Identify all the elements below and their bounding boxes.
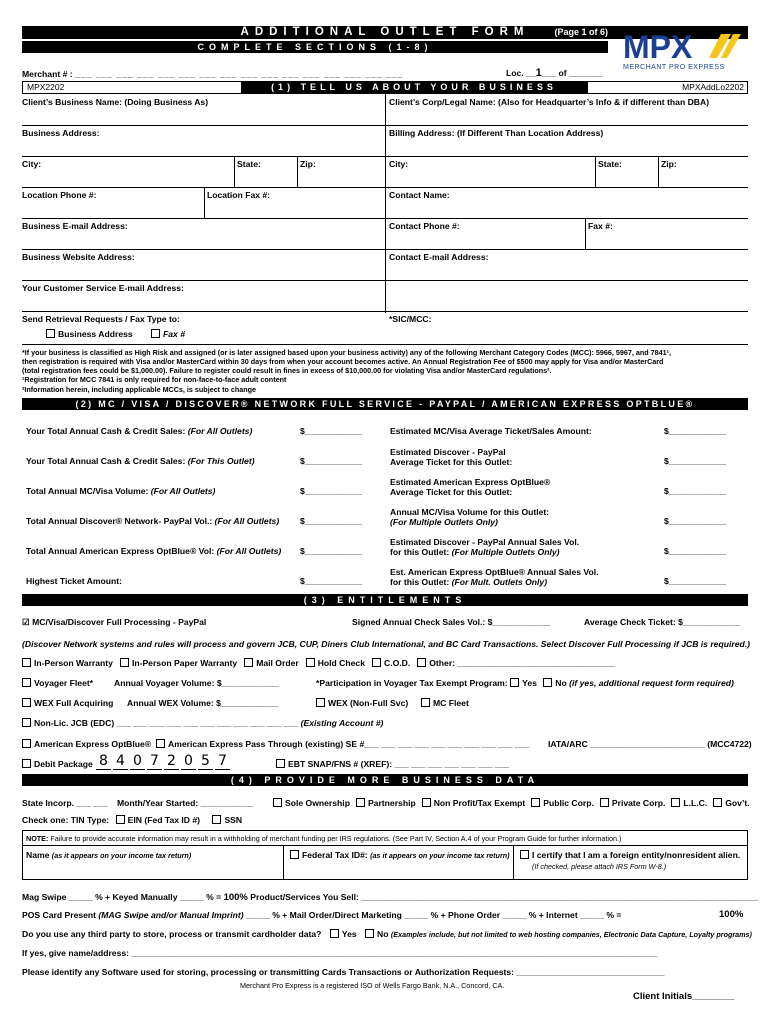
s2-left-note: (For All Outlets) <box>216 546 282 556</box>
zip-field[interactable] <box>300 159 316 169</box>
avg-check-field[interactable]: Average Check Ticket: $____________ <box>584 617 741 627</box>
section3-title: (3) ENTITLEMENTS <box>303 595 467 605</box>
entitlement-option[interactable] <box>120 658 237 668</box>
s2-left-row[interactable] <box>26 576 122 586</box>
location-phone-field[interactable] <box>22 190 96 200</box>
cs-email-field[interactable] <box>22 283 184 293</box>
state2-field[interactable] <box>598 159 622 169</box>
legal-name-label: Client’s Corp/Legal Name: (Also for Headquarter’s Info & if different than DBA) <box>389 97 710 107</box>
billing-address-label: Billing Address: (If Different Than Location Address) <box>389 128 604 138</box>
website-label: Business Website Address: <box>22 252 135 262</box>
voyager-label: Voyager Fleet* <box>34 678 94 688</box>
checkbox[interactable] <box>417 658 426 667</box>
merchant-label: Merchant # : <box>22 69 73 79</box>
business-type-label: Non Profit/Tax Exempt <box>433 798 526 808</box>
s2-right-line2 <box>390 577 547 587</box>
loc-label: Loc. <box>506 68 524 78</box>
retrieval-label: Send Retrieval Requests / Fax Type to: <box>22 314 180 324</box>
risk-note-3: (total registration fees could be $1,000.00). Failure to register could result in fines in excess of $10,000.00 for violating Visa and/or MasterCard regulations². <box>22 366 552 375</box>
risk-note-4: ¹Registration for MCC 7841 is only required for non-face-to-face adult content <box>22 375 287 384</box>
city2-label: City: <box>389 159 409 169</box>
checkbox[interactable] <box>22 739 31 748</box>
pos-label: POS Card Present <box>22 910 99 920</box>
s2-right-label <box>390 537 579 547</box>
contact-email-field[interactable] <box>389 252 488 262</box>
code-right: MPXAddLo2202 <box>682 82 744 92</box>
signed-check-field[interactable]: Signed Annual Check Sales Vol.: $____________ <box>352 617 550 627</box>
debit-digit: 0 <box>130 753 145 770</box>
irs-note <box>26 834 621 843</box>
checkbox[interactable] <box>290 850 299 859</box>
contact-email-label: Contact E-mail Address: <box>389 252 489 262</box>
note-label: NOTE: <box>26 834 49 843</box>
business-email-field[interactable] <box>22 221 128 231</box>
s2-right-amount[interactable]: $____________ <box>664 486 727 496</box>
business-type-label: Partnership <box>367 798 416 808</box>
s2-right-line1: Estimated MC/Visa Average Ticket/Sales Amount: <box>390 426 592 436</box>
city-field[interactable] <box>22 159 41 169</box>
logo-text: MPX <box>623 29 693 65</box>
option-label: Fax # <box>163 329 185 339</box>
website-field[interactable] <box>22 252 135 262</box>
s2-left-row[interactable] <box>26 546 281 556</box>
logo-tagline: MERCHANT PRO EXPRESS <box>623 64 725 71</box>
business-type-label: Public Corp. <box>543 798 594 808</box>
ebt-option[interactable] <box>276 759 509 769</box>
mc-fleet-option[interactable] <box>421 698 469 708</box>
retrieval-field[interactable] <box>22 314 180 324</box>
s2-right-line2 <box>390 487 512 497</box>
checkbox[interactable] <box>22 698 31 707</box>
jcb-note: (Existing Account #) <box>300 718 384 728</box>
code-left: MPX2202 <box>27 82 65 92</box>
no-checkbox[interactable] <box>365 929 374 938</box>
third-party-question <box>22 929 752 939</box>
dba-field[interactable] <box>22 97 208 107</box>
s2-right-line1: Annual MC/Visa Volume for this Outlet: <box>390 507 550 517</box>
mc-fleet-label: MC Fleet <box>433 698 469 708</box>
entitlement-option[interactable] <box>306 658 365 668</box>
s2-left-note: (For All Outlets) <box>187 426 253 436</box>
s2-right-amount[interactable]: $____________ <box>664 456 727 466</box>
voyager-volume-field[interactable]: Annual Voyager Volume: $____________ <box>114 678 279 688</box>
foreign-note: (If checked, please attach IRS Form W-8.) <box>532 862 667 871</box>
risk-note-5: ²Information herein, including applicable MCCs, is subject to change <box>22 385 257 394</box>
name-note: (as it appears on your income tax return) <box>51 851 192 860</box>
s2-left-label: Total Annual Discover® Network- PayPal Vol.: <box>26 516 215 526</box>
business-type-option[interactable] <box>531 798 594 808</box>
s2-right-label <box>390 426 592 436</box>
entitlement-label: In-Person Warranty <box>34 658 113 668</box>
debit-digit: 4 <box>113 753 128 770</box>
no-label: No <box>555 678 567 688</box>
mc-visa-option[interactable] <box>22 617 206 628</box>
business-type-label: Private Corp. <box>611 798 666 808</box>
s2-right-line1: Estimated Discover - PayPal <box>390 447 506 457</box>
s2-right-amount[interactable]: $____________ <box>664 426 727 436</box>
debit-digit: 7 <box>147 753 162 770</box>
iata-field[interactable]: IATA/ARC ________________________ (MCC4722) <box>548 739 752 749</box>
third-party-name-field[interactable]: If yes, give name/address: ______________________________________________________________________________________________________________ <box>22 948 658 958</box>
amex-pass-option[interactable] <box>156 739 529 749</box>
ssn-label: SSN <box>224 815 243 825</box>
ein-checkbox[interactable] <box>116 815 125 824</box>
checkbox[interactable] <box>316 698 325 707</box>
debit-digit: 5 <box>198 753 213 770</box>
s2-left-row[interactable] <box>26 456 255 466</box>
s2-right-line1: Estimated Discover - PayPal Annual Sales Vol. <box>390 537 580 547</box>
section2-title: (2) MC / VISA / DISCOVER® NETWORK FULL SERVICE - PAYPAL / AMERICAN EXPRESS OPTBLUE® <box>75 399 695 409</box>
wex-nonfull-option[interactable] <box>316 698 408 708</box>
s2-right-text: for this Outlet: <box>390 547 452 557</box>
s2-right-text: Average Ticket for this Outlet: <box>390 487 513 497</box>
checkbox[interactable] <box>22 718 31 727</box>
business-type-options <box>273 798 756 808</box>
dba-label: Client’s Business Name: (Doing Business As) <box>22 97 209 107</box>
checkbox[interactable] <box>156 739 165 748</box>
business-type-option[interactable] <box>671 798 707 808</box>
business-type-option[interactable] <box>356 798 416 808</box>
checked-icon[interactable]: ☑ <box>22 617 30 627</box>
subtitle-bar <box>22 41 608 53</box>
sic-label: *SIC/MCC: <box>389 314 432 324</box>
location-fax-label: Location Fax #: <box>207 190 271 200</box>
merchant-number-field[interactable]: Merchant # : ___ ___ ___ ___ ___ ___ ___ ___ ___ ___ ___ ___ ___ ___ ___ ___ <box>22 69 404 79</box>
s2-left-row[interactable] <box>26 486 215 496</box>
location-count[interactable]: Loc. __1___ of _______ <box>506 67 603 79</box>
entitlement-option[interactable] <box>417 658 615 668</box>
debit-digit: 7 <box>215 753 230 770</box>
legal-name-field[interactable] <box>389 97 709 107</box>
s2-left-label: Highest Ticket Amount: <box>26 576 122 586</box>
entitlement-options <box>22 658 622 668</box>
contact-fax-field[interactable] <box>588 221 613 231</box>
business-address-label: Business Address: <box>22 128 100 138</box>
voyager-tax-label: *Participation in Voyager Tax Exempt Program: <box>316 678 508 688</box>
wex-label: WEX Full Acquiring <box>34 698 114 708</box>
cs-email-label: Your Customer Service E-mail Address: <box>22 283 184 293</box>
checkbox[interactable] <box>600 798 609 807</box>
mag-swipe-field[interactable] <box>22 892 758 903</box>
business-type-label: Gov’t. <box>725 798 750 808</box>
tin-type-label: Check one: TIN Type: <box>22 815 110 825</box>
business-address-field[interactable] <box>22 128 100 138</box>
ebt-label: EBT SNAP/FNS # (XREF): ___ ___ ___ ___ ___ ___ ___ <box>288 759 510 769</box>
debit-package-option[interactable] <box>22 759 93 769</box>
contact-fax-label: Fax #: <box>588 221 613 231</box>
s2-right-label <box>390 447 506 457</box>
option-label: Business Address <box>58 329 133 339</box>
retrieval-business-option[interactable] <box>46 329 133 339</box>
checkbox[interactable] <box>273 798 282 807</box>
section4-bar <box>22 774 748 786</box>
s2-left-amount[interactable]: $____________ <box>300 576 363 586</box>
s2-left-row[interactable] <box>26 426 252 436</box>
business-type-option[interactable] <box>713 798 749 808</box>
wex-nonfull-label: WEX (Non-Full Svc) <box>328 698 409 708</box>
mc-visa-label: MC/Visa/Discover Full Processing - PayPal <box>32 617 207 627</box>
mag-total: 100% <box>223 892 248 903</box>
retrieval-fax-option[interactable] <box>151 329 185 339</box>
section1-title: (1) TELL US ABOUT YOUR BUSINESS <box>271 82 557 92</box>
zip2-field[interactable] <box>661 159 677 169</box>
checkbox[interactable] <box>22 678 31 687</box>
ein-label: EIN (Fed Tax ID #) <box>127 815 201 825</box>
ssn-checkbox[interactable] <box>212 815 221 824</box>
s2-left-amount[interactable]: $____________ <box>300 516 363 526</box>
third-party-label: Do you use any third party to store, process or transmit cardholder data? <box>22 929 322 939</box>
s2-left-note: (For All Outlets) <box>150 486 216 496</box>
wex-volume-field[interactable]: Annual WEX Volume: $____________ <box>127 698 279 708</box>
checkbox[interactable] <box>276 759 285 768</box>
footer-iso: Merchant Pro Express is a registered ISO of Wells Fargo Bank, N.A., Concord, CA. <box>240 981 505 990</box>
jcb-label: Non-Lic. JCB (EDC) ___ ___ ___ ___ ___ ___ ___ ___ ___ ___ ___ <box>34 718 299 728</box>
mpx-logo <box>621 28 751 73</box>
state2-label: State: <box>598 159 622 169</box>
checkbox[interactable] <box>520 850 529 859</box>
s2-right-amount[interactable]: $____________ <box>664 516 727 526</box>
debit-digit: 2 <box>164 753 179 770</box>
loc-of: of <box>558 68 567 78</box>
name-label: Name <box>26 850 52 860</box>
s2-left-note: (For This Outlet) <box>187 456 255 466</box>
yes-label: Yes <box>522 678 537 688</box>
debit-package-code[interactable] <box>96 753 232 770</box>
s2-right-line1: Estimated American Express OptBlue® <box>390 477 551 487</box>
s2-left-label: Total Annual American Express OptBlue® Vol: <box>26 546 217 556</box>
s2-right-note: (For Multiple Outlets Only) <box>451 547 560 557</box>
amex-optblue-label: American Express OptBlue® <box>34 739 152 749</box>
s2-left-amount[interactable]: $____________ <box>300 546 363 556</box>
checkbox[interactable] <box>356 798 365 807</box>
entitlement-label: C.O.D. <box>383 658 411 668</box>
business-type-label: Sole Ownership <box>285 798 350 808</box>
s2-right-note: (For Multiple Outlets Only) <box>390 517 498 527</box>
pos-card-present-field[interactable] <box>22 910 621 920</box>
checkbox[interactable] <box>46 329 55 338</box>
entitlement-option[interactable] <box>244 658 299 668</box>
s2-right-label <box>390 477 550 487</box>
risk-note-2: then registration is required with Visa and/or MasterCard within 30 days from when your account becomes active. An Annual Registration Fee of $500 may apply for Visa and/or MasterCard <box>22 357 664 366</box>
entitlement-option[interactable] <box>372 658 410 668</box>
checkbox[interactable] <box>22 759 31 768</box>
s2-right-label <box>390 507 549 517</box>
checkbox[interactable] <box>422 798 431 807</box>
section4-title: (4) PROVIDE MORE BUSINESS DATA <box>230 775 540 785</box>
city-label: City: <box>22 159 42 169</box>
s2-left-label: Your Total Annual Cash & Credit Sales: <box>26 426 188 436</box>
checkbox[interactable] <box>151 329 160 338</box>
business-type-option[interactable] <box>600 798 666 808</box>
s2-right-note: (For Mult. Outlets Only) <box>451 577 548 587</box>
business-type-label: L.L.C. <box>683 798 708 808</box>
entitlement-label: Hold Check <box>317 658 365 668</box>
s2-left-row[interactable] <box>26 516 279 526</box>
state-label: State: <box>237 159 261 169</box>
mag-swipe-label: Mag Swipe _____ % + Keyed Manually _____ % = <box>22 892 224 902</box>
third-party-note: (Examples include, but not limited to web hosting companies, Electronic Data Capture, Loyalty programs) <box>390 930 752 939</box>
zip-label: Zip: <box>300 159 316 169</box>
s2-right-label <box>390 567 599 577</box>
checkbox[interactable] <box>372 658 381 667</box>
entitlement-option[interactable] <box>22 658 113 668</box>
page-indicator: (Page 1 of 6) <box>554 27 608 37</box>
checkbox[interactable] <box>421 698 430 707</box>
s2-left-label: Your Total Annual Cash & Credit Sales: <box>26 456 188 466</box>
foreign-entity-option[interactable] <box>520 850 740 860</box>
entitlement-label: Other: _________________________________ <box>429 658 616 668</box>
yes-label: Yes <box>341 929 357 939</box>
s2-right-amount[interactable]: $____________ <box>664 576 727 586</box>
s2-right-line2 <box>390 547 560 557</box>
yes-checkbox[interactable] <box>510 678 519 687</box>
s2-left-note: (For All Outlets) <box>214 516 280 526</box>
jcb-option[interactable] <box>22 718 383 728</box>
contact-phone-field[interactable] <box>389 221 460 231</box>
loc-number: 1 <box>535 67 542 79</box>
checkbox[interactable] <box>531 798 540 807</box>
checkbox[interactable] <box>671 798 680 807</box>
business-email-label: Business E-mail Address: <box>22 221 128 231</box>
business-type-option[interactable] <box>422 798 526 808</box>
checkbox[interactable] <box>22 658 31 667</box>
code-left-box <box>22 81 242 94</box>
amex-pass-label: American Express Pass Through (existing) SE #___ ___ ___ ___ ___ ___ ___ ___ ___ ___ <box>168 739 530 749</box>
state-field[interactable] <box>237 159 261 169</box>
s2-right-line1: Est. American Express OptBlue® Annual Sales Vol. <box>390 567 599 577</box>
note-text: Failure to provide accurate information may result in a withholding of merchant funding per IRS regulations. (See Part IV, Section A.4 of your Program Guide for further information.) <box>48 834 622 843</box>
voyager-tax-exempt <box>316 678 734 688</box>
s2-right-amount[interactable]: $____________ <box>664 546 727 556</box>
s2-left-amount[interactable]: $____________ <box>300 456 363 466</box>
code-right-box <box>587 81 748 94</box>
state-incorp-field[interactable]: State Incorp. ___ ___ <box>22 798 108 808</box>
s2-right-line2 <box>390 517 498 527</box>
discover-note: (Discover Network systems and rules will process and govern JCB, CUP, Diners Club International, and BC Card Transactions. Select Discover Full Processing if JCB is required.) <box>22 639 750 649</box>
s2-left-amount[interactable]: $____________ <box>300 486 363 496</box>
checkbox[interactable] <box>244 658 253 667</box>
entitlement-label: In-Person Paper Warranty <box>131 658 238 668</box>
fed-tax-note: (as it appears on your income tax return) <box>370 851 510 860</box>
voyager-option[interactable] <box>22 678 93 688</box>
business-type-option[interactable] <box>273 798 350 808</box>
fed-tax-id-field[interactable] <box>290 850 510 860</box>
contact-phone-label: Contact Phone #: <box>389 221 460 231</box>
form-subtitle: COMPLETE SECTIONS (1-8) <box>197 42 433 52</box>
entitlement-label: Mail Order <box>256 658 299 668</box>
software-field[interactable]: Please identify any Software used for storing, processing or transmitting Cards Transactions or Authorization Requests: _______________________________ <box>22 967 665 977</box>
s2-right-text: for this Outlet: <box>390 577 452 587</box>
checkbox[interactable] <box>713 798 722 807</box>
checkbox[interactable] <box>306 658 315 667</box>
tin-type <box>22 815 242 825</box>
foreign-label: I certify that I am a foreign entity/nonresident alien. <box>532 850 741 860</box>
billing-address-field[interactable] <box>389 128 603 138</box>
s2-left-label: Total Annual MC/Visa Volume: <box>26 486 151 496</box>
form-title: ADDITIONAL OUTLET FORM <box>240 26 530 38</box>
debit-package-label: Debit Package <box>34 759 93 769</box>
city2-field[interactable] <box>389 159 408 169</box>
amex-optblue-option[interactable] <box>22 739 151 749</box>
s2-left-amount[interactable]: $____________ <box>300 426 363 436</box>
month-year-started-field[interactable]: Month/Year Started: ___________ <box>117 798 254 808</box>
contact-name-label: Contact Name: <box>389 190 450 200</box>
voyager-note: (if yes, additional request form required) <box>569 678 734 688</box>
sic-field[interactable] <box>389 314 432 324</box>
wex-option[interactable] <box>22 698 113 708</box>
section1-bar <box>241 81 587 94</box>
risk-note-1: *If your business is classified as High Risk and assigned (or is later assigned based upon your business activity) any of the following Merchant Category Codes (MCC): 5966, 5967, and 7841¹, <box>22 348 672 357</box>
no-label: No <box>377 929 389 939</box>
logo-mark <box>621 28 751 73</box>
client-initials-field[interactable]: Client Initials________ <box>633 991 735 1002</box>
no-checkbox[interactable] <box>543 678 552 687</box>
products-label: Product/Services You Sell: ___________________________________________________________________________________ <box>247 892 758 902</box>
yes-checkbox[interactable] <box>330 929 339 938</box>
debit-digit: 8 <box>96 753 111 770</box>
pos-note: (MAG Swipe and/or Manual Imprint) <box>98 910 244 920</box>
fed-tax-label: Federal Tax ID#: <box>302 850 371 860</box>
location-phone-label: Location Phone #: <box>22 190 97 200</box>
contact-name-field[interactable] <box>389 190 450 200</box>
pos-rest: _____ % + Mail Order/Direct Marketing _____ % + Phone Order _____ % + Internet _____ % = <box>243 910 622 920</box>
debit-digit: 0 <box>181 753 196 770</box>
s2-right-text: Average Ticket for this Outlet: <box>390 457 513 467</box>
section3-bar <box>22 594 748 606</box>
section2-bar <box>22 398 748 410</box>
legal-name-tax-field[interactable] <box>26 850 191 860</box>
s2-right-line2 <box>390 457 512 467</box>
pos-total: 100% <box>719 909 744 920</box>
zip2-label: Zip: <box>661 159 677 169</box>
checkbox[interactable] <box>120 658 129 667</box>
location-fax-field[interactable] <box>207 190 270 200</box>
